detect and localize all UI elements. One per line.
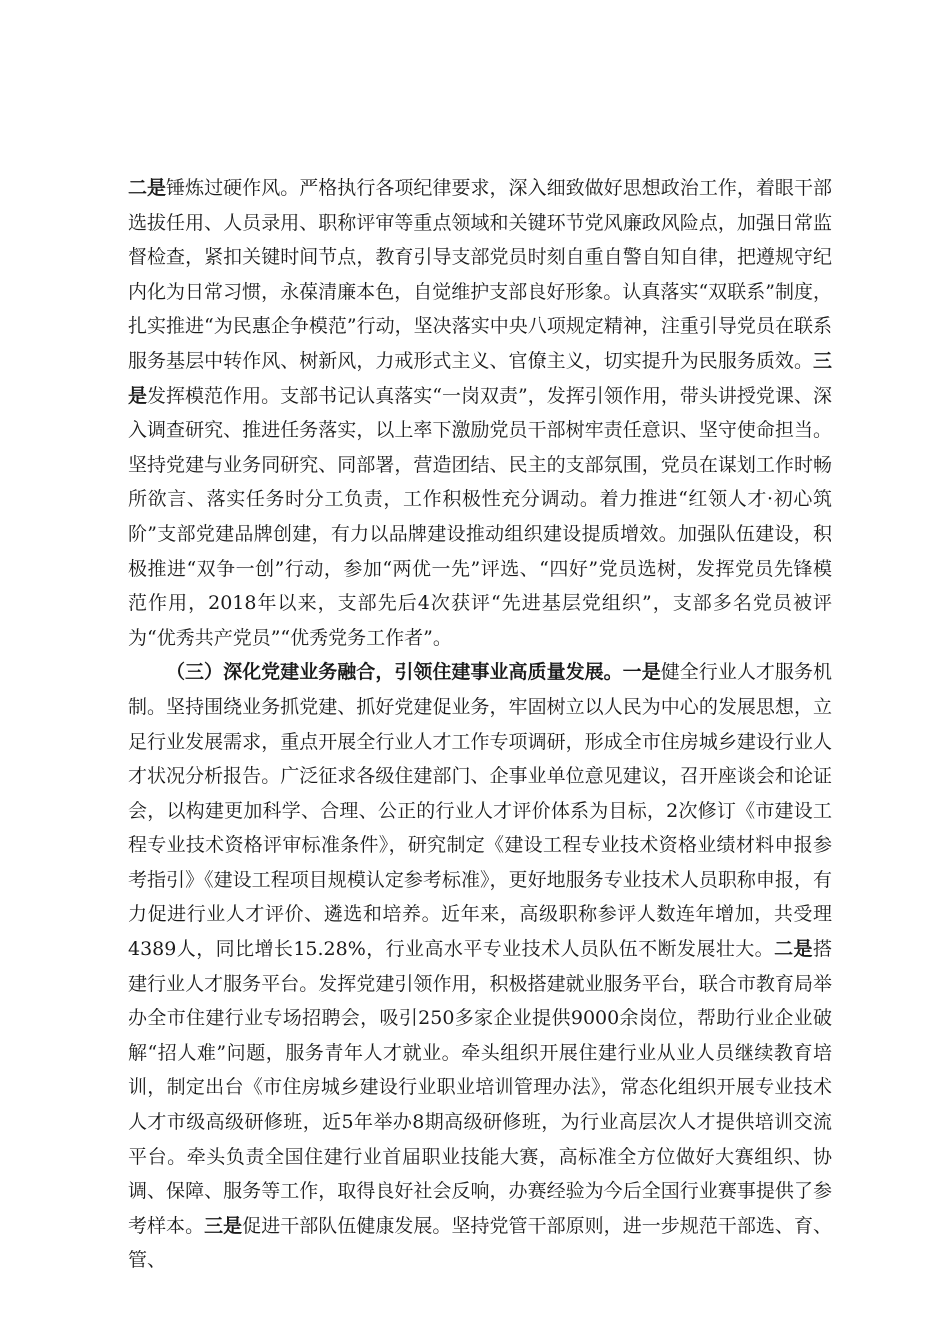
paragraph-2-run-2: 健全行业人才服务机制。坚持围绕业务抓党建、抓好党建促业务，牢固树立以人民为中心的发展思想，立足行业发展需求，重点开展全行业人才工作专项调研，形成全市住房城乡建设行业人才状况分析报告。广泛征求各级住建部门、企事业单位意见建议，召开座谈会和论证会，以构建更加科学、合理、公正的行业人才评价体系为目标，2次修订《市建设工程专业技术资格评审标准条件》，研究制定《建设工程专业技术资格业绩材料申报参考指引》《建设工程项目规模认定参考标准》，更好地服务专业技术人员职称申报，有力促进行业人才评价、遴选和培养。近年来，高级职称参评人数连年增加，共受理4389人，同比增长15.28%，行业高水平专业技术人员队伍不断发展壮大。 — [128, 661, 832, 961]
paragraph-2-run-5: 三是 — [204, 1214, 243, 1237]
document-body — [128, 171, 832, 1278]
paragraph-work-style — [128, 171, 832, 655]
paragraph-1-run-1: 二是 — [128, 177, 167, 199]
paragraph-section-three — [128, 655, 832, 1278]
paragraph-2-run-3: 二是 — [774, 938, 813, 961]
paragraph-2-run-1: （三）深化党建业务融合，引领住建事业高质量发展。一是 — [166, 661, 661, 684]
paragraph-2-run-4: 搭建行业人才服务平台。发挥党建引领作用，积极搭建就业服务平台，联合市教育局举办全市住建行业专场招聘会，吸引250多家企业提供9000余岗位，帮助行业企业破解“招人难”问题，服务青年人才就业。牵头组织开展住建行业从业人员继续教育培训，制定出台《市住房城乡建设行业职业培训管理办法》，常态化组织开展专业技术人才市级高级研修班，近5年举办8期高级研修班，为行业高层次人才提供培训交流平台。牵头负责全国住建行业首届职业技能大赛，高标准全方位做好大赛组织、协调、保障、服务等工作，取得良好社会反响，办赛经验为今后全国行业赛事提供了参考样本。 — [128, 938, 832, 1237]
paragraph-1-run-2: 锤炼过硬作风。严格执行各项纪律要求，深入细致做好思想政治工作，着眼干部选拔任用、人员录用、职称评审等重点领域和关键环节党风廉政风险点，加强日常监督检查，紧扣关键时间节点，教育引导支部党员时刻自重自警自知自律，把遵规守纪内化为日常习惯，永葆清廉本色，自觉维护支部良好形象。认真落实“双联系”制度，扎实推进“为民惠企争模范”行动，坚决落实中央八项规定精神，注重引导党员在联系服务基层中转作风、树新风，力戒形式主义、官僚主义，切实提升为民服务质效。 — [128, 177, 832, 372]
paragraph-2-run-6: 促进干部队伍健康发展。坚持党管干部原则，进一步规范干部选、育、管、 — [128, 1214, 832, 1272]
paragraph-1-run-3: 三是 — [128, 349, 832, 407]
paragraph-1-run-4: 发挥模范作用。支部书记认真落实“一岗双责”，发挥引领作用，带头讲授党课、深入调查研究、推进任务落实，以上率下激励党员干部树牢责任意识、坚守使命担当。坚持党建与业务同研究、同部署，营造团结、民主的支部氛围，党员在谋划工作时畅所欲言、落实任务时分工负责，工作积极性充分调动。着力推进“红领人才·初心筑阶”支部党建品牌创建，有力以品牌建设推动组织建设提质增效。加强队伍建设，积极推进“双争一创”行动，参加“两优一先”评选、“四好”党员选树，发挥党员先锋模范作用，2018年以来，支部先后4次获评“先进基层党组织”，支部多名党员被评为“优秀共产党员”“优秀党务工作者”。 — [128, 384, 832, 649]
